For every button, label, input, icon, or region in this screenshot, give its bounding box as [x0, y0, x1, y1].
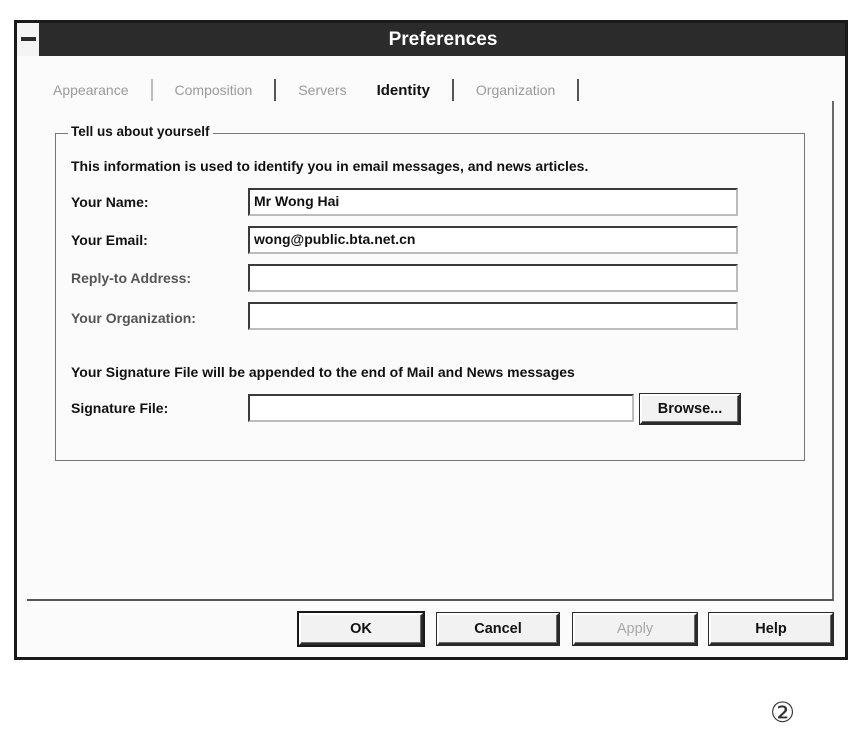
tab-divider	[452, 79, 454, 101]
tab-appearance[interactable]: Appearance	[53, 82, 129, 98]
tab-identity[interactable]: Identity	[376, 81, 430, 99]
tab-strip	[47, 75, 595, 105]
identity-groupbox	[55, 124, 805, 461]
browse-button[interactable]: Browse...	[640, 394, 740, 424]
email-field[interactable]: wong@public.bta.net.cn	[248, 226, 738, 254]
email-label: Your Email:	[71, 232, 148, 248]
system-menu-button[interactable]	[17, 23, 41, 56]
panel-border	[832, 101, 834, 601]
reply-to-field[interactable]	[248, 264, 738, 292]
organization-label: Your Organization:	[71, 310, 196, 326]
organization-field[interactable]	[248, 302, 738, 330]
preferences-dialog	[14, 20, 848, 660]
signature-file-label: Signature File:	[71, 400, 169, 416]
name-field[interactable]: Mr Wong Hai	[248, 188, 738, 216]
tab-servers[interactable]: Servers	[298, 82, 347, 98]
page-marker: ②	[770, 696, 796, 729]
groupbox-title: Tell us about yourself	[68, 124, 213, 139]
tab-composition[interactable]: Composition	[174, 82, 253, 98]
system-menu-icon	[21, 37, 36, 41]
cancel-button[interactable]: Cancel	[437, 613, 559, 645]
tab-divider	[577, 79, 579, 101]
reply-to-label: Reply-to Address:	[71, 270, 192, 286]
signature-file-field[interactable]	[248, 394, 634, 422]
signature-info-text: Your Signature File will be appended to the end of Mail and News messages	[71, 364, 575, 380]
title-bar	[41, 23, 845, 56]
ok-button[interactable]: OK	[299, 613, 423, 645]
apply-button[interactable]: Apply	[573, 613, 697, 645]
name-label: Your Name:	[71, 194, 149, 210]
tab-divider	[274, 79, 276, 101]
tab-divider	[151, 79, 153, 101]
help-button[interactable]: Help	[709, 613, 833, 645]
tab-organization[interactable]: Organization	[475, 82, 556, 98]
window-title: Preferences	[388, 28, 498, 50]
footer-divider	[27, 599, 833, 601]
identity-info-text: This information is used to identify you in email messages, and news articles.	[71, 158, 589, 174]
